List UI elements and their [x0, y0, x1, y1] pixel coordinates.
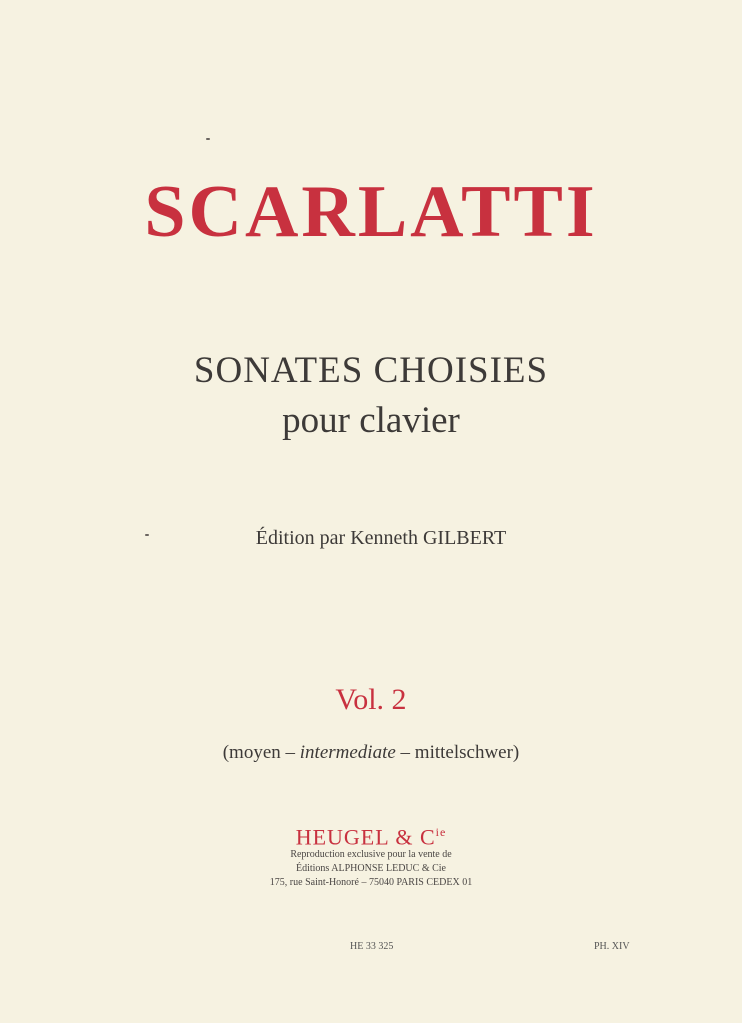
level-close: – mittelschwer) — [395, 742, 520, 763]
collection-subtitle: pour clavier — [282, 400, 460, 441]
volume-number: Vol. 2 — [335, 683, 407, 716]
level-open: (moyen – — [222, 742, 300, 763]
publisher-imprint — [0, 848, 742, 890]
catalog-code: PH. XIV — [594, 941, 630, 952]
imprint-line: 175, rue Saint-Honoré – 75040 PARIS CEDEX 01 — [269, 877, 473, 888]
publisher-name-text: HEUGEL & C — [295, 824, 436, 850]
plate-number: HE 33 325 — [350, 941, 394, 952]
publisher-name — [0, 818, 742, 851]
level-intermediate: intermediate — [299, 742, 396, 763]
publisher-name-suffix: ie — [435, 825, 447, 839]
difficulty-level — [0, 740, 742, 766]
collection-title: SONATES CHOISIES — [193, 350, 549, 391]
imprint-line: Reproduction exclusive pour la vente de — [290, 849, 452, 860]
imprint-line: Éditions ALPHONSE LEDUC & Cie — [295, 863, 446, 874]
paper-speck — [206, 138, 210, 140]
editor-credit: Édition par Kenneth GILBERT — [255, 527, 507, 549]
composer-name: SCARLATTI — [144, 171, 598, 253]
